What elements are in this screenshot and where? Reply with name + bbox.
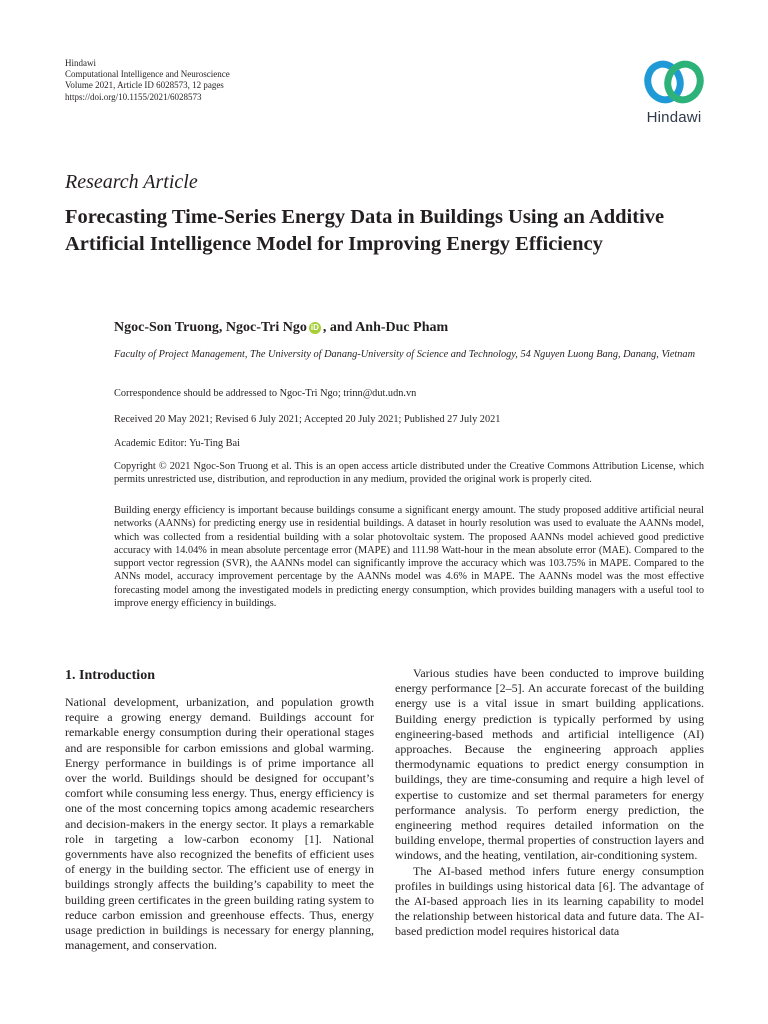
author-list xyxy=(114,320,448,336)
article-title: Forecasting Time-Series Energy Data in Buildings Using an Additive Artificial Intelligence Model for Improving Energy Efficiency xyxy=(65,206,665,255)
authors-part2: , and Anh-Duc Pham xyxy=(322,320,449,335)
publication-dates: Received 20 May 2021; Revised 6 July 2021; Accepted 20 July 2021; Published 27 July 2021 xyxy=(114,414,501,425)
paragraph: Various studies have been conducted to improve building energy performance [2–5]. An accurate forecast of the building energy use is a vital issue in smart building applications. Building energy prediction is typically performed by using engineering-based methods and artificial intelligence (AI) approaches. Because the engineering approach applies thermodynamic equations to predict energy consumption in buildings, they are time-consuming and require a high level of expertise to customize and set thermal parameters for energy performance analysis. To perform energy prediction, the engineering method requires detailed information on the building envelope, thermal properties of construction layers and windows, and the heating, ventilation, air-conditioning system. xyxy=(395,666,704,863)
article-type: Research Article xyxy=(65,171,198,193)
journal-header xyxy=(65,58,230,103)
body-column-left xyxy=(65,695,374,953)
logo-wordmark: Hindawi xyxy=(646,109,702,126)
authors-part1: Ngoc-Son Truong, Ngoc-Tri Ngo xyxy=(114,320,307,335)
volume-info: Volume 2021, Article ID 6028573, 12 pages xyxy=(65,80,224,91)
abstract: Building energy efficiency is important because buildings consume a significant energy amount. The study proposed additive artificial neural networks (AANNs) for predicting energy use in residential buildings. A dataset in hourly resolution was used to evaluate the AANNs model, which was collected from a residential building with a solar photovoltaic system. The proposed AANNs model achieved good predictive accuracy with 14.04% in mean absolute percentage error (MAPE) and 111.98 Watt-hour in the mean absolute error (MAE). Compared to the support vector regression (SVR), the AANNs model can significantly improve the accuracy which was 103.75% in MAPE. Compared to the ANNs model, accuracy improvement percentage by the AANNs model was 4.6% in MAPE. The AANNs model was the most effective forecasting model among the investigated models in predicting energy consumption, which provides building managers with a useful tool to improve energy efficiency in buildings. xyxy=(114,505,704,610)
paragraph: The AI-based method infers future energy consumption profiles in buildings using historical data [6]. The advantage of the AI-based approach lies in its learning capability to model the relationship between historical data and future data. The AI-based prediction model requires historical data xyxy=(395,863,704,939)
hindawi-logo-icon xyxy=(640,57,708,107)
academic-editor: Academic Editor: Yu-Ting Bai xyxy=(114,438,240,449)
hindawi-logo xyxy=(636,57,712,133)
copyright-notice: Copyright © 2021 Ngoc-Son Truong et al. This is an open access article distributed under the Creative Commons Attribution License, which permits unrestricted use, distribution, and reproduction in any medium, provided the original work is properly cited. xyxy=(114,461,704,486)
affiliation: Faculty of Project Management, The University of Danang-University of Science and Technology, 54 Nguyen Luong Bang, Danang, Vietnam xyxy=(114,349,695,360)
correspondence: Correspondence should be addressed to Ngoc-Tri Ngo; trinn@dut.udn.vn xyxy=(114,388,417,399)
publisher-name: Hindawi xyxy=(65,58,96,68)
section-heading: 1. Introduction xyxy=(65,668,155,683)
orcid-icon[interactable]: iD xyxy=(310,323,319,332)
paragraph: National development, urbanization, and population growth require a growing energy demand. Buildings account for remarkable energy consumption during their operational stages and are responsible for carbon emissions and global warming. Energy performance in buildings is of prime importance all over the world. Buildings should be designed for occupant’s comfort while consuming less energy. Thus, energy efficiency is one of the most concerning topics among academic researchers and decision-makers in the energy sector. It plays a remarkable role in targeting a low-carbon economy [1]. National governments have also recognized the benefits of efficient uses of energy in the building sector. The efficient use of energy in buildings strongly affects the building’s capability to meet the building green certificates in the green building rating system to reduce carbon emission and greenhouse effects. Thus, energy usage prediction in buildings is necessary for energy planning, management, and conservation. xyxy=(65,695,374,953)
journal-name: Computational Intelligence and Neuroscience xyxy=(65,69,230,80)
body-column-right xyxy=(395,666,704,940)
doi-link[interactable]: https://doi.org/10.1155/2021/6028573 xyxy=(65,91,202,102)
